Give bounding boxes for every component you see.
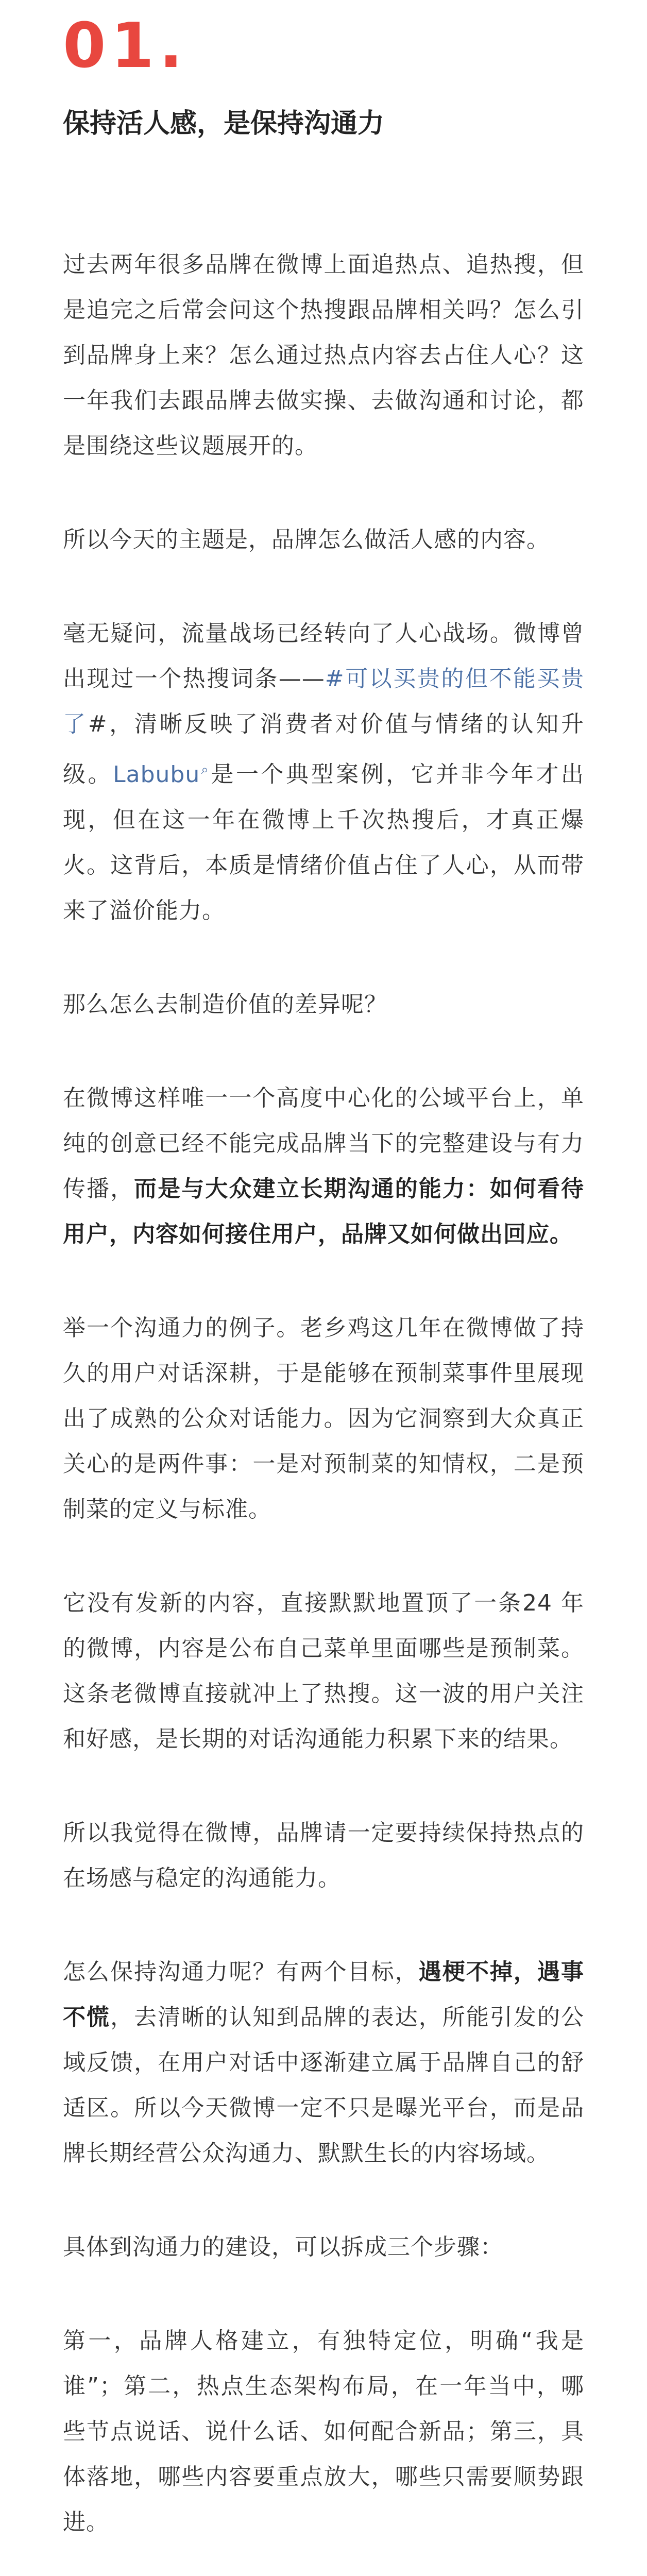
search-icon: ⌕ (201, 762, 209, 777)
section-title: 保持活人感，是保持沟通力 (63, 108, 385, 139)
section-number-dot: . (159, 10, 188, 82)
paragraph-9-text-a: 怎么保持沟通力呢？有两个目标， (63, 1958, 419, 1985)
paragraph-3-text-b: #，清晰反映了消费者对价值与情绪的认知升级。 (63, 711, 585, 788)
paragraph-5 (63, 1076, 584, 1257)
paragraph-4: 那么怎么去制造价值的差异呢？ (63, 991, 387, 1018)
article-body (63, 242, 584, 2576)
paragraph-5-text: 在微博这样唯一一个高度中心化的公域平台上，单纯的创意已经不能完成品牌当下的完整建设与有力传播， (63, 1084, 584, 1202)
paragraph-9 (63, 1950, 584, 2176)
section-number-digits: 01 (63, 10, 159, 82)
paragraph-8: 所以我觉得在微博，品牌请一定要持续保持热点的在场感与稳定的沟通能力。 (63, 1819, 584, 1891)
paragraph-3-text-c: 是一个典型案例，它并非今年才出现，但在这一年在微博上千次热搜后，才真正爆火。这背后，本质是情绪价值占住了人心，从而带来了溢价能力。 (63, 761, 585, 924)
paragraph-3 (63, 611, 584, 934)
keyword-search-label: Labubu (113, 761, 200, 788)
paragraph-1: 过去两年很多品牌在微博上面追热点、追热搜，但是追完之后常会问这个热搜跟品牌相关吗？怎么引到品牌身上来？怎么通过热点内容去占住人心？这一年我们去跟品牌去做实操、去做沟通和讨论，都是围绕这些议题展开的。 (63, 251, 584, 459)
keyword-search-link[interactable] (113, 761, 209, 788)
hashtag-link[interactable]: #可以买贵的但不能买贵了 (63, 666, 584, 737)
paragraph-9-text-b: ，去清晰的认知到品牌的表达，所能引发的公域反馈，在用户对话中逐渐建立属于品牌自己的舒适区。所以今天微博一定不只是曝光平台，而是品牌长期经营公众沟通力、默默生长的内容场域。 (63, 2004, 585, 2166)
paragraph-10: 具体到沟通力的建设，可以拆成三个步骤： (63, 2233, 503, 2260)
paragraph-7: 它没有发新的内容，直接默默地置顶了一条24 年的微博，内容是公布自己菜单里面哪些是预制菜。这条老微博直接就冲上了热搜。这一波的用户关注和好感，是长期的对话沟通能力积累下来的结果。 (63, 1589, 584, 1752)
paragraph-9-bold: 遇梗不掉，遇事不慌 (63, 1958, 585, 2030)
paragraph-2: 所以今天的主题是，品牌怎么做活人感的内容。 (63, 527, 550, 553)
paragraph-11: 第一，品牌人格建立，有独特定位，明确“我是谁”；第二，热点生态架构布局，在一年当中，哪些节点说话、说什么话、如何配合新品；第三，具体落地，哪些内容要重点放大，哪些只需要顺势跟进。 (63, 2327, 584, 2535)
paragraph-6: 举一个沟通力的例子。老乡鸡这几年在微博做了持久的用户对话深耕，于是能够在预制菜事件里展现出了成熟的公众对话能力。因为它洞察到大众真正关心的是两件事：一是对预制菜的知情权，二是预制菜的定义与标准。 (63, 1314, 584, 1522)
paragraph-5-bold: 而是与大众建立长期沟通的能力：如何看待用户，内容如何接住用户，品牌又如何做出回应。 (63, 1175, 585, 1247)
section-number (63, 10, 188, 82)
paragraph-3-text-a: 毫无疑问，流量战场已经转向了人心战场。微博曾出现过一个热搜词条—— (63, 620, 584, 692)
